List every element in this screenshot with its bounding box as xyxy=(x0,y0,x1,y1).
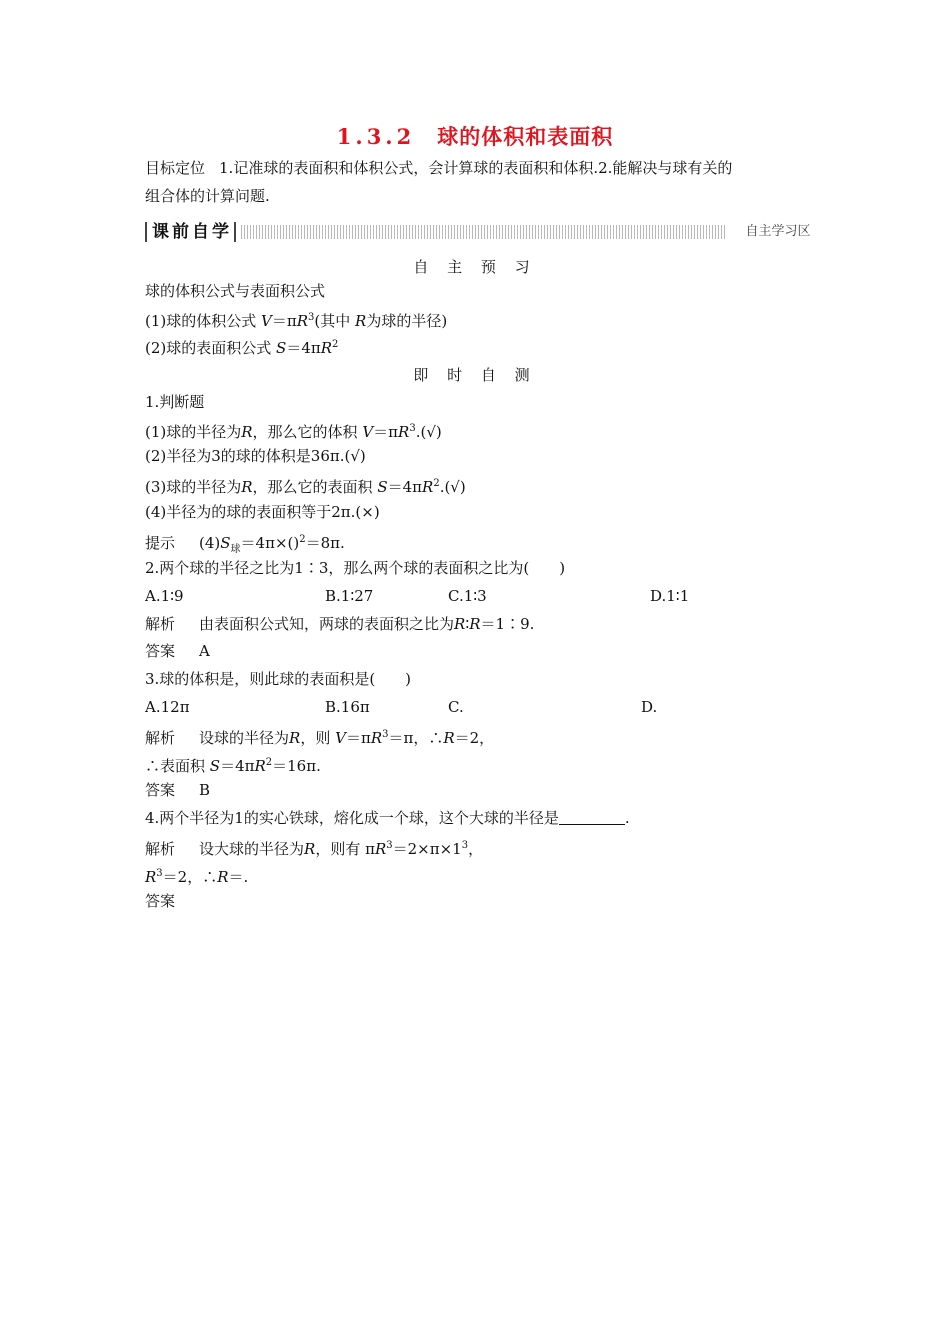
test-heading: 即 时 自 测 xyxy=(413,366,537,384)
var-r: R xyxy=(370,729,383,747)
question-1-item-1 xyxy=(145,419,442,442)
volume-formula xyxy=(145,308,447,331)
banner-tag: 自主学习区 xyxy=(726,224,830,240)
text: (1)球的半径为 xyxy=(145,423,242,441)
var-v: V xyxy=(362,423,374,441)
exponent: 2 xyxy=(265,757,273,768)
question-2-option-a: A.1∶9 xyxy=(145,587,184,605)
var-r: R xyxy=(304,840,316,858)
surface-formula xyxy=(145,335,338,358)
question-3: 3.球的体积是，则此球的表面积是( ) xyxy=(145,670,412,688)
text: 4.两个半径为1的实心铁球，熔化成一个球，这个大球的半径是 xyxy=(145,809,559,827)
question-2: 2.两个球的半径之比为1∶3，那么两个球的表面积之比为( ) xyxy=(145,559,566,577)
text: ＝2，∴ xyxy=(162,868,218,886)
answer-label: 答案 xyxy=(145,781,176,799)
var-r: R xyxy=(241,423,253,441)
text: 设大球的半径为 xyxy=(199,840,305,858)
var-r: R xyxy=(443,729,455,747)
var-s: S xyxy=(209,757,221,775)
text: ∶ xyxy=(465,615,470,633)
text: ＝2， xyxy=(454,729,495,747)
text: ＝4π xyxy=(220,757,255,775)
section-name: 球的体积和表面积 xyxy=(437,124,614,149)
text: ＝1∶9. xyxy=(480,615,535,633)
var-r: R xyxy=(296,312,309,330)
exponent: 3 xyxy=(409,423,416,434)
question-3-analysis-line-2 xyxy=(145,753,321,776)
question-3-answer xyxy=(145,780,210,800)
section-banner xyxy=(145,221,830,243)
text: 由表面积公式知，两球的表面积之比为 xyxy=(199,615,455,633)
var-r: R xyxy=(355,312,367,330)
hint-line xyxy=(145,530,345,560)
question-1-item-4: (4)半径为的球的表面积等于2π.(×) xyxy=(145,503,380,521)
text: ＝16π. xyxy=(272,757,321,775)
var-r: R xyxy=(289,729,301,747)
text: ＝8π. xyxy=(305,534,345,552)
var-r: R xyxy=(454,615,466,633)
question-1-item-3 xyxy=(145,474,466,497)
question-4 xyxy=(145,808,630,828)
question-4-analysis-line-2 xyxy=(145,864,248,887)
learning-goals xyxy=(145,154,835,210)
var-r: R xyxy=(217,868,229,886)
goals-line-2: 组合体的计算问题. xyxy=(145,187,270,205)
text: ＝π xyxy=(373,423,399,441)
answer-blank xyxy=(559,810,625,825)
text: .(√) xyxy=(415,423,442,441)
analysis-label: 解析 xyxy=(145,615,176,633)
text: ，则 xyxy=(300,729,336,747)
exponent: 3 xyxy=(308,312,315,323)
banner-left-bar xyxy=(145,222,147,242)
var-r: R xyxy=(469,615,481,633)
exponent: 2 xyxy=(332,339,339,350)
text: ， xyxy=(468,840,484,858)
text: ＝4π xyxy=(387,478,423,496)
text: (3)球的半径为 xyxy=(145,478,242,496)
text: ＝. xyxy=(228,868,249,886)
var-v: V xyxy=(261,312,272,330)
goals-line-1: 1.记准球的表面积和体积公式，会计算球的表面积和体积.2.能解决与球有关的 xyxy=(219,159,733,177)
var-s: S xyxy=(377,478,388,496)
var-s: S xyxy=(276,339,287,357)
question-3-option-d: D. xyxy=(641,698,658,716)
var-v: V xyxy=(335,729,346,747)
question-1-item-2: (2)半径为3的球的体积是36π.(√) xyxy=(145,447,366,465)
var-r: R xyxy=(320,339,333,357)
page-title xyxy=(0,121,950,151)
exponent: 2 xyxy=(433,478,440,489)
text: ＝π，∴ xyxy=(388,729,444,747)
exponent: 3 xyxy=(386,840,393,851)
question-3-analysis xyxy=(145,725,494,748)
text: (2)球的表面积公式 xyxy=(145,339,277,357)
goals-label: 目标定位 xyxy=(145,159,206,177)
var-r: R xyxy=(254,757,266,775)
var-r: R xyxy=(145,868,157,886)
question-3-option-c: C. xyxy=(448,698,464,716)
question-4-answer: 答案 xyxy=(145,892,176,910)
text: 为球的半径) xyxy=(366,312,448,330)
question-2-answer xyxy=(145,641,210,661)
question-4-analysis xyxy=(145,836,483,859)
var-r: R xyxy=(374,840,387,858)
subscript: 球 xyxy=(230,544,241,555)
text: 设球的半径为 xyxy=(199,729,290,747)
text: (1)球的体积公式 xyxy=(145,312,262,330)
question-2-option-b: B.1∶27 xyxy=(325,587,374,605)
exponent: 3 xyxy=(382,729,389,740)
text: ＝π xyxy=(345,729,371,747)
exponent: 3 xyxy=(461,840,469,851)
var-r: R xyxy=(398,423,410,441)
text: ＝4π xyxy=(286,339,321,357)
text: ＝4π×() xyxy=(240,534,300,552)
question-2-analysis xyxy=(145,614,534,634)
banner-right-bar xyxy=(234,222,236,242)
answer-value: A xyxy=(199,642,210,660)
question-2-option-c: C.1∶3 xyxy=(448,587,487,605)
question-1: 1.判断题 xyxy=(145,393,205,411)
var-r: R xyxy=(241,478,253,496)
text: ＝2×π×1 xyxy=(392,840,462,858)
text: ＝π xyxy=(271,312,297,330)
var-s: S xyxy=(220,534,231,552)
var-r: R xyxy=(422,478,434,496)
exponent: 2 xyxy=(299,534,306,545)
exponent: 3 xyxy=(156,868,163,879)
question-2-option-d: D.1∶1 xyxy=(650,587,690,605)
section-number: 1.3.2 xyxy=(336,124,416,149)
text: .(√) xyxy=(439,478,466,496)
answer-value: B xyxy=(199,781,211,799)
answer-label: 答案 xyxy=(145,642,176,660)
text: . xyxy=(624,809,630,827)
text: ，则有 π xyxy=(315,840,375,858)
text: ，那么它的体积 xyxy=(252,423,363,441)
question-3-option-a: A.12π xyxy=(145,698,190,716)
hint-label: 提示 xyxy=(145,534,176,552)
preview-topic: 球的体积公式与表面积公式 xyxy=(145,282,326,300)
text: (4) xyxy=(199,534,221,552)
analysis-label: 解析 xyxy=(145,840,176,858)
banner-label: 课前自学 xyxy=(152,222,232,242)
text: (其中 xyxy=(314,312,356,330)
text: ，那么它的表面积 xyxy=(252,478,378,496)
text: ∴表面积 xyxy=(145,757,210,775)
preview-heading: 自 主 预 习 xyxy=(413,258,537,276)
question-3-option-b: B.16π xyxy=(325,698,370,716)
analysis-label: 解析 xyxy=(145,729,176,747)
